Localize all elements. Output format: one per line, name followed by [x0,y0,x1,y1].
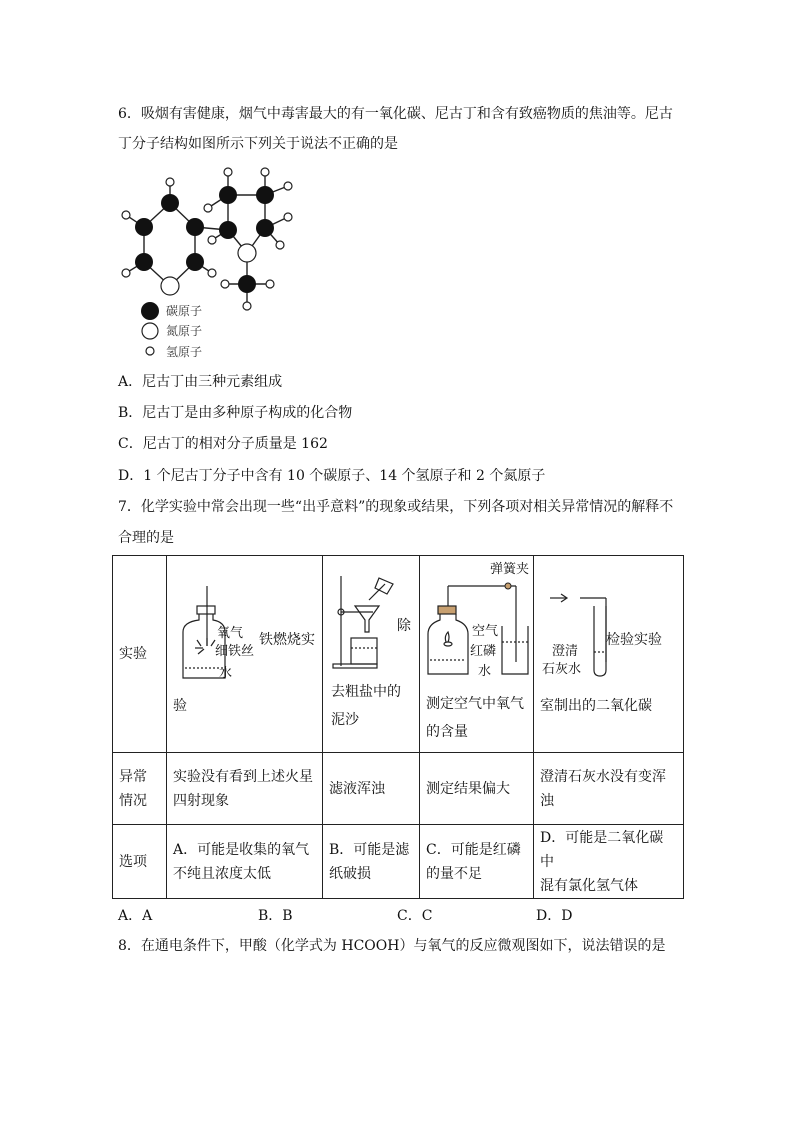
exp3-label-clamp: 弹簧夹 [490,562,530,577]
q6-option-d[interactable]: D．1 个尼古丁分子中含有 10 个碳原子、14 个氢原子和 2 个氮原子 [118,468,546,484]
choice-a-cell[interactable]: A．可能是收集的氧气 不纯且浓度太低 [167,825,323,899]
q6-stem-line1: 6．吸烟有害健康，烟气中毒害最大的有一氧化碳、尼古丁和含有致癌物质的焦油等。尼古 [118,106,673,122]
exp4-label-clear: 澄清 [552,644,579,659]
exp3-cell [420,556,534,753]
anomaly-2: 滤液浑浊 [323,753,420,825]
q6-stem-line2: 丁分子结构如图所示下列关于说法不正确的是 [118,136,398,152]
q7-answer-b[interactable]: B．B [258,908,293,924]
q8-stem-line1: 8．在通电条件下，甲酸（化学式为 HCOOH）与氧气的反应微观图如下，说法错误的是 [118,938,666,954]
exp3-label-air: 空气 [472,624,499,639]
exp1-cell [167,556,323,753]
q7-table [112,555,684,899]
legend-carbon-swatch [141,302,159,320]
row-header-experiment: 实验 [113,556,167,753]
q7-answer-a[interactable]: A．A [118,908,153,924]
anomaly-4: 澄清石灰水没有变浑 浊 [534,753,684,825]
exp3-label-water: 水 [478,664,492,679]
q6-option-a[interactable]: A．尼古丁由三种元素组成 [118,374,283,390]
filtration-apparatus [329,572,397,672]
choice-c-cell[interactable]: C．可能是红磷 的量不足 [420,825,534,899]
anomaly-3: 测定结果偏大 [420,753,534,825]
q6-option-c[interactable]: C．尼古丁的相对分子质量是 162 [118,436,328,452]
legend-nitrogen-swatch [142,323,158,339]
exp4-description-2: 室制出的二氧化碳 [540,698,652,714]
legend-nitrogen-label: 氮原子 [166,324,203,338]
choice-b-cell[interactable]: B．可能是滤 纸破损 [323,825,420,899]
q7-answer-d[interactable]: D．D [536,908,573,924]
q7-stem-line2: 合理的是 [118,530,174,546]
exp3-description-2: 的含量 [426,724,468,740]
exp1-description-1: 铁燃烧实 [259,632,315,648]
exp4-cell [534,556,684,753]
exp2-description-2: 去粗盐中的 [331,684,401,700]
legend-hydrogen-label: 氢原子 [166,345,203,359]
exp4-description-1: 检验实验 [606,632,662,648]
exp2-description-1: 除 [397,618,411,634]
exp4-label-limewater: 石灰水 [542,662,582,677]
legend-hydrogen-swatch [146,347,154,355]
row-header-choice: 选项 [113,825,167,899]
exp1-label-water: 水 [219,666,233,681]
q6-option-b[interactable]: B．尼古丁是由多种原子构成的化合物 [118,405,353,421]
exp1-label-oxygen: 氧气 [217,626,244,641]
exp3-description-1: 测定空气中氧气 [426,696,524,712]
exp2-cell [323,556,420,753]
exp1-description-2: 验 [173,698,187,714]
q7-stem-line1: 7．化学实验中常会出现一些“出乎意料”的现象或结果，下列各项对相关异常情况的解释不 [118,499,674,515]
nicotine-structure-diagram [110,160,310,360]
legend-carbon-label: 碳原子 [166,304,203,318]
exp1-label-iron-wire: 细铁丝 [215,644,255,659]
anomaly-1: 实验没有看到上述火星 四射现象 [167,753,323,825]
row-header-anomaly: 异常情况 [113,753,167,825]
exp3-label-red-phosphorus: 红磷 [470,644,497,659]
exp2-description-3: 泥沙 [331,712,359,728]
choice-d-cell[interactable]: D．可能是二氧化碳中 混有氯化氢气体 [534,825,684,899]
q7-answer-c[interactable]: C．C [397,908,433,924]
